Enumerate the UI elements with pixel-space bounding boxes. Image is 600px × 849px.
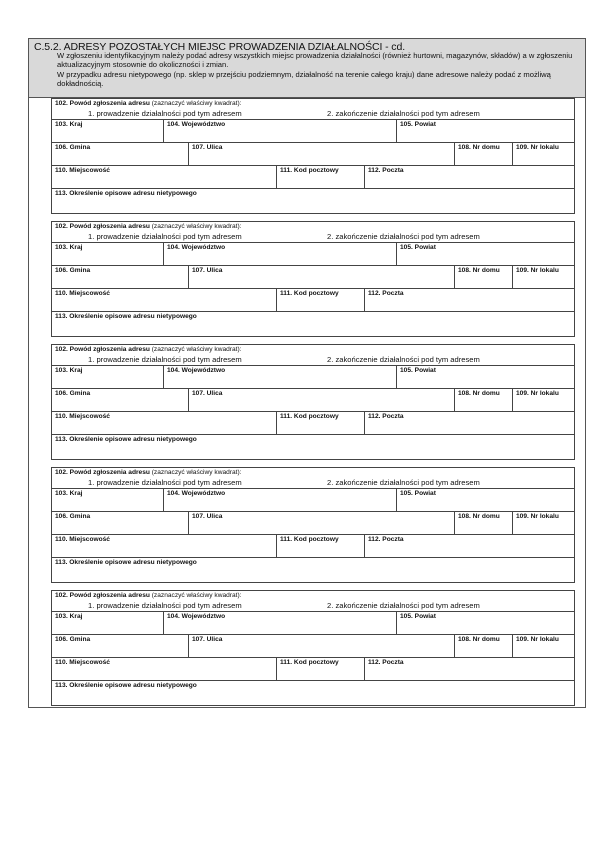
reason-hint: (zaznaczyć właściwy kwadrat):	[149, 100, 242, 107]
street-field[interactable]	[188, 511, 455, 535]
reason-option-end[interactable]: 2. zakończenie działalności pod tym adresem	[327, 478, 480, 487]
house-number-field[interactable]	[454, 634, 513, 658]
municipality-field[interactable]	[51, 142, 189, 166]
reason-option-end[interactable]: 2. zakończenie działalności pod tym adresem	[327, 601, 480, 610]
house-number-label: 108. Nr domu	[458, 144, 500, 151]
street-field[interactable]	[188, 265, 455, 289]
post-office-field[interactable]	[364, 411, 575, 435]
post-office-label: 112. Poczta	[368, 536, 404, 543]
postal-code-field[interactable]	[276, 534, 365, 558]
apartment-number-field[interactable]	[512, 265, 575, 289]
address-block-1	[51, 98, 575, 214]
locality-label: 110. Miejscowość	[55, 290, 110, 297]
form-page	[28, 38, 586, 708]
post-office-field[interactable]	[364, 288, 575, 312]
house-number-label: 108. Nr domu	[458, 513, 500, 520]
street-label: 107. Ulica	[192, 144, 223, 151]
locality-label: 110. Miejscowość	[55, 536, 110, 543]
county-field[interactable]	[396, 119, 575, 143]
postal-code-label: 111. Kod pocztowy	[280, 659, 339, 666]
post-office-field[interactable]	[364, 165, 575, 189]
house-number-field[interactable]	[454, 142, 513, 166]
apartment-number-label: 109. Nr lokalu	[516, 144, 559, 151]
country-field[interactable]	[51, 119, 164, 143]
reason-option-start[interactable]: 1. prowadzenie działalności pod tym adresem	[88, 232, 242, 241]
reason-option-start[interactable]: 1. prowadzenie działalności pod tym adresem	[88, 478, 242, 487]
atypical-address-label: 113. Określenie opisowe adresu nietypowego	[55, 436, 197, 443]
post-office-field[interactable]	[364, 534, 575, 558]
country-field[interactable]	[51, 365, 164, 389]
post-office-label: 112. Poczta	[368, 290, 404, 297]
municipality-field[interactable]	[51, 388, 189, 412]
house-number-field[interactable]	[454, 388, 513, 412]
street-field[interactable]	[188, 634, 455, 658]
county-field[interactable]	[396, 611, 575, 635]
locality-label: 110. Miejscowość	[55, 659, 110, 666]
street-field[interactable]	[188, 142, 455, 166]
locality-field[interactable]	[51, 165, 277, 189]
locality-label: 110. Miejscowość	[55, 413, 110, 420]
reason-label: 102. Powód zgłoszenia adresu	[55, 592, 150, 599]
apartment-number-field[interactable]	[512, 634, 575, 658]
county-label: 105. Powiat	[400, 367, 436, 374]
atypical-address-field[interactable]	[51, 557, 575, 583]
municipality-label: 106. Gmina	[55, 390, 91, 397]
apartment-number-label: 109. Nr lokalu	[516, 636, 559, 643]
reason-hint: (zaznaczyć właściwy kwadrat):	[149, 346, 242, 353]
country-field[interactable]	[51, 242, 164, 266]
apartment-number-label: 109. Nr lokalu	[516, 390, 559, 397]
postal-code-field[interactable]	[276, 288, 365, 312]
county-label: 105. Powiat	[400, 244, 436, 251]
house-number-field[interactable]	[454, 511, 513, 535]
atypical-address-field[interactable]	[51, 434, 575, 460]
section-title: C.5.2. ADRESY POZOSTAŁYCH MIEJSC PROWADZENIA DZIAŁALNOŚCI - cd.	[34, 41, 406, 53]
reason-option-end[interactable]: 2. zakończenie działalności pod tym adresem	[327, 109, 480, 118]
municipality-label: 106. Gmina	[55, 636, 91, 643]
postal-code-field[interactable]	[276, 165, 365, 189]
county-label: 105. Powiat	[400, 121, 436, 128]
reason-label: 102. Powód zgłoszenia adresu	[55, 223, 150, 230]
postal-code-field[interactable]	[276, 657, 365, 681]
address-block-5	[51, 590, 575, 706]
reason-option-end[interactable]: 2. zakończenie działalności pod tym adresem	[327, 355, 480, 364]
reason-field	[51, 344, 575, 366]
voivodeship-field[interactable]	[163, 365, 397, 389]
street-label: 107. Ulica	[192, 390, 223, 397]
voivodeship-label: 104. Województwo	[167, 367, 226, 374]
reason-option-start[interactable]: 1. prowadzenie działalności pod tym adresem	[88, 109, 242, 118]
county-field[interactable]	[396, 488, 575, 512]
voivodeship-field[interactable]	[163, 119, 397, 143]
voivodeship-field[interactable]	[163, 488, 397, 512]
street-label: 107. Ulica	[192, 636, 223, 643]
voivodeship-label: 104. Województwo	[167, 121, 226, 128]
house-number-label: 108. Nr domu	[458, 267, 500, 274]
address-block-2	[51, 221, 575, 337]
country-label: 103. Kraj	[55, 121, 83, 128]
reason-field	[51, 590, 575, 612]
voivodeship-label: 104. Województwo	[167, 490, 226, 497]
reason-option-start[interactable]: 1. prowadzenie działalności pod tym adresem	[88, 601, 242, 610]
county-label: 105. Powiat	[400, 490, 436, 497]
postal-code-label: 111. Kod pocztowy	[280, 536, 339, 543]
street-field[interactable]	[188, 388, 455, 412]
reason-label: 102. Powód zgłoszenia adresu	[55, 100, 150, 107]
apartment-number-label: 109. Nr lokalu	[516, 267, 559, 274]
locality-field[interactable]	[51, 411, 277, 435]
reason-hint: (zaznaczyć właściwy kwadrat):	[149, 223, 242, 230]
reason-label: 102. Powód zgłoszenia adresu	[55, 346, 150, 353]
street-label: 107. Ulica	[192, 513, 223, 520]
reason-hint: (zaznaczyć właściwy kwadrat):	[149, 592, 242, 599]
atypical-address-field[interactable]	[51, 188, 575, 214]
voivodeship-label: 104. Województwo	[167, 613, 226, 620]
atypical-address-label: 113. Określenie opisowe adresu nietypowego	[55, 190, 197, 197]
county-field[interactable]	[396, 365, 575, 389]
post-office-label: 112. Poczta	[368, 413, 404, 420]
apartment-number-field[interactable]	[512, 388, 575, 412]
post-office-field[interactable]	[364, 657, 575, 681]
municipality-label: 106. Gmina	[55, 144, 91, 151]
country-field[interactable]	[51, 611, 164, 635]
atypical-address-field[interactable]	[51, 680, 575, 706]
section-header	[29, 39, 585, 98]
county-field[interactable]	[396, 242, 575, 266]
apartment-number-field[interactable]	[512, 142, 575, 166]
postal-code-label: 111. Kod pocztowy	[280, 290, 339, 297]
apartment-number-field[interactable]	[512, 511, 575, 535]
atypical-address-label: 113. Określenie opisowe adresu nietypowego	[55, 682, 197, 689]
house-number-label: 108. Nr domu	[458, 636, 500, 643]
atypical-address-field[interactable]	[51, 311, 575, 337]
reason-option-end[interactable]: 2. zakończenie działalności pod tym adresem	[327, 232, 480, 241]
street-label: 107. Ulica	[192, 267, 223, 274]
country-label: 103. Kraj	[55, 490, 83, 497]
voivodeship-field[interactable]	[163, 242, 397, 266]
county-label: 105. Powiat	[400, 613, 436, 620]
address-block-4	[51, 467, 575, 583]
municipality-field[interactable]	[51, 634, 189, 658]
house-number-field[interactable]	[454, 265, 513, 289]
voivodeship-field[interactable]	[163, 611, 397, 635]
atypical-address-label: 113. Określenie opisowe adresu nietypowego	[55, 313, 197, 320]
section-instruction-2: W przypadku adresu nietypowego (np. sklep w przejściu podziemnym, działalność na terenie całego kraju) dane adresowe należy podać z możliwą dokładnością.	[57, 70, 551, 88]
reason-option-start[interactable]: 1. prowadzenie działalności pod tym adresem	[88, 355, 242, 364]
reason-label: 102. Powód zgłoszenia adresu	[55, 469, 150, 476]
municipality-label: 106. Gmina	[55, 267, 91, 274]
reason-field	[51, 98, 575, 120]
locality-field[interactable]	[51, 534, 277, 558]
post-office-label: 112. Poczta	[368, 659, 404, 666]
section-instruction-1: W zgłoszeniu identyfikacyjnym należy podać adresy wszystkich miejsc prowadzenia działalności (również hurtowni, magazynów, składów) a w zgłoszeniu aktualizacyjnym stosownie do okoliczności i zmian.	[57, 51, 573, 69]
address-block-3	[51, 344, 575, 460]
country-label: 103. Kraj	[55, 367, 83, 374]
postal-code-label: 111. Kod pocztowy	[280, 167, 339, 174]
municipality-field[interactable]	[51, 265, 189, 289]
country-label: 103. Kraj	[55, 613, 83, 620]
reason-field	[51, 221, 575, 243]
locality-field[interactable]	[51, 288, 277, 312]
post-office-label: 112. Poczta	[368, 167, 404, 174]
country-label: 103. Kraj	[55, 244, 83, 251]
locality-field[interactable]	[51, 657, 277, 681]
country-field[interactable]	[51, 488, 164, 512]
apartment-number-label: 109. Nr lokalu	[516, 513, 559, 520]
voivodeship-label: 104. Województwo	[167, 244, 226, 251]
postal-code-label: 111. Kod pocztowy	[280, 413, 339, 420]
atypical-address-label: 113. Określenie opisowe adresu nietypowego	[55, 559, 197, 566]
reason-hint: (zaznaczyć właściwy kwadrat):	[149, 469, 242, 476]
locality-label: 110. Miejscowość	[55, 167, 110, 174]
reason-field	[51, 467, 575, 489]
postal-code-field[interactable]	[276, 411, 365, 435]
house-number-label: 108. Nr domu	[458, 390, 500, 397]
municipality-label: 106. Gmina	[55, 513, 91, 520]
municipality-field[interactable]	[51, 511, 189, 535]
